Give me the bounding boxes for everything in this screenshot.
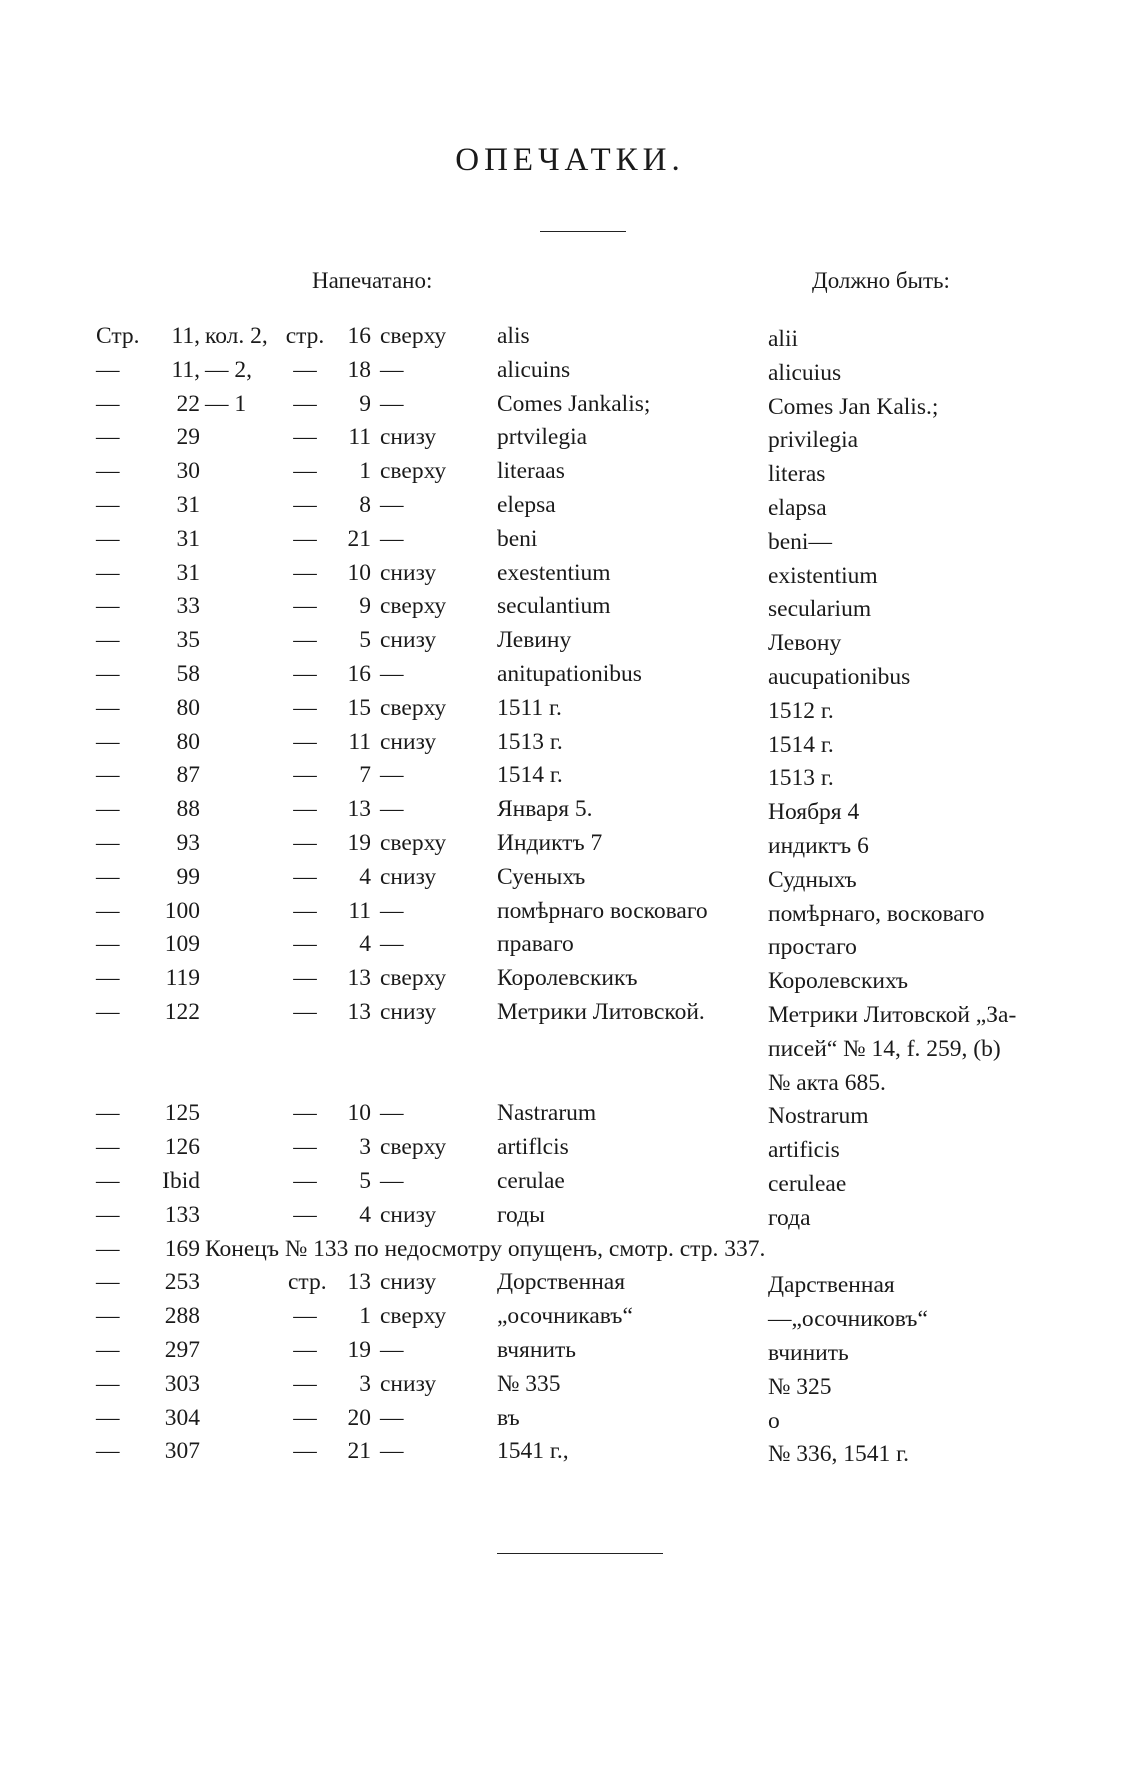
page-number: 119 [165, 965, 200, 992]
page-number: 304 [164, 1404, 200, 1431]
correct-text: 1514 г. [768, 731, 834, 758]
row-mark: — [96, 559, 120, 586]
header-correct: Должно быть: [812, 268, 950, 293]
correct-text: literas [768, 461, 826, 488]
line-label: — [293, 1100, 317, 1127]
page-number: 253 [164, 1269, 200, 1296]
printed-text: годы [497, 1201, 545, 1228]
printed-text: вчянить [497, 1336, 576, 1363]
line-position: сверху [380, 829, 447, 856]
page-number: 31 [176, 491, 200, 518]
printed-text: prtvilegia [497, 424, 588, 451]
line-number: 11 [348, 897, 371, 924]
page-title: ОПЕЧАТКИ. [455, 142, 685, 178]
line-number: 3 [359, 1370, 371, 1397]
line-position: — [380, 897, 404, 924]
line-position: сверху [380, 593, 447, 620]
line-position: — [380, 390, 404, 417]
row-mark: — [96, 1235, 120, 1262]
page-number: 133 [164, 1201, 200, 1228]
line-label: — [293, 1370, 317, 1397]
line-label: — [293, 491, 317, 518]
page-number: 11, [171, 356, 200, 383]
row-mark: — [96, 424, 120, 451]
correct-text: о [768, 1407, 780, 1434]
line-position: снизу [380, 998, 437, 1025]
page-number: 30 [176, 458, 200, 485]
errata-row [0, 492, 1140, 526]
line-position: снизу [380, 559, 437, 586]
errata-row [0, 864, 1140, 898]
line-number: 10 [347, 1100, 371, 1127]
printed-text: праваго [497, 931, 574, 958]
printed-text: Января 5. [497, 796, 593, 823]
line-label: — [293, 356, 317, 383]
line-label: — [293, 931, 317, 958]
correct-text: Левону [768, 630, 842, 657]
line-position: сверху [380, 694, 447, 721]
line-label: — [293, 593, 317, 620]
errata-row [0, 729, 1140, 763]
page-number: 307 [164, 1438, 200, 1465]
row-mark: — [96, 627, 120, 654]
line-position: — [380, 660, 404, 687]
page-number: 99 [176, 863, 200, 890]
page-number: Ibid [162, 1167, 200, 1194]
line-number: 9 [359, 390, 371, 417]
line-number: 11 [348, 728, 371, 755]
line-number: 21 [347, 1438, 371, 1465]
printed-text: alis [497, 323, 530, 349]
errata-row [0, 560, 1140, 594]
correct-text: ceruleae [768, 1170, 847, 1197]
line-number: 10 [347, 559, 371, 586]
row-mark: — [96, 660, 120, 687]
line-label: — [293, 829, 317, 856]
line-number: 19 [347, 829, 371, 856]
line-position: сверху [380, 1134, 447, 1161]
column-ref: — 1 [205, 390, 247, 417]
line-number: 18 [347, 356, 371, 383]
row-mark: Стр. [96, 323, 140, 349]
correct-text: secularium [768, 596, 872, 623]
page-number: 93 [176, 829, 200, 856]
correct-text: Nostrarum [768, 1103, 869, 1130]
line-position: — [380, 762, 404, 789]
row-mark: — [96, 694, 120, 721]
line-position: снизу [380, 424, 437, 451]
header-printed: Напечатано: [312, 268, 433, 293]
correct-text: 1513 г. [768, 765, 834, 792]
correct-text: Comes Jan Kalis.; [768, 393, 939, 420]
line-position: — [380, 1167, 404, 1194]
page-number: 126 [164, 1134, 200, 1161]
row-mark: — [96, 525, 120, 552]
errata-row [0, 965, 1140, 999]
line-label: — [293, 458, 317, 485]
errata-row [0, 1371, 1140, 1405]
row-mark: — [96, 593, 120, 620]
line-label: — [293, 762, 317, 789]
line-label: — [293, 1438, 317, 1465]
line-label: — [293, 1167, 317, 1194]
correct-text: № 336, 1541 г. [768, 1441, 910, 1468]
row-mark: — [96, 491, 120, 518]
page-number: 122 [164, 998, 200, 1025]
correct-text: Дарственная [768, 1272, 895, 1299]
line-label: — [293, 1201, 317, 1228]
correct-text: aucupationibus [768, 663, 911, 690]
page-number: 169 [164, 1235, 200, 1262]
line-number: 4 [359, 863, 371, 890]
line-number: 11 [348, 424, 371, 451]
page-number: 31 [176, 559, 200, 586]
printed-text: alicuins [497, 356, 571, 383]
line-position: снизу [380, 728, 437, 755]
line-number: 5 [359, 1167, 371, 1194]
correct-text: existentium [768, 562, 878, 589]
printed-text: въ [497, 1404, 520, 1431]
errata-row [0, 593, 1140, 627]
correct-text: alicuius [768, 359, 842, 386]
row-mark: — [96, 1370, 120, 1397]
line-label: — [293, 728, 317, 755]
page-number: 58 [176, 660, 200, 687]
correct-text: № 325 [768, 1373, 832, 1400]
line-position: — [380, 1336, 404, 1363]
line-label: — [293, 424, 317, 451]
page-number: 87 [176, 762, 200, 789]
errata-row [0, 458, 1140, 492]
printed-text: Королевскикъ [497, 965, 638, 992]
printed-text: Левину [497, 627, 572, 654]
correct-text: Королевскихъ [768, 968, 908, 995]
errata-row [0, 762, 1140, 796]
line-position: сверху [380, 1303, 447, 1330]
correct-text: beni— [768, 528, 832, 555]
row-mark: — [96, 762, 120, 789]
row-mark: — [96, 829, 120, 856]
line-position: сверху [380, 458, 447, 485]
printed-text: „осочникавъ“ [497, 1303, 633, 1330]
printed-text: literaas [497, 458, 565, 485]
line-position: — [380, 525, 404, 552]
line-label: стр. [285, 323, 325, 349]
page-number: 35 [176, 627, 200, 654]
printed-text: 1541 г., [497, 1438, 569, 1465]
line-label: — [293, 525, 317, 552]
errata-row [0, 796, 1140, 830]
line-position: снизу [380, 627, 437, 654]
line-label: — [293, 1336, 317, 1363]
line-number: 13 [347, 965, 371, 992]
row-mark: — [96, 1100, 120, 1127]
line-position: — [380, 1404, 404, 1431]
row-mark: — [96, 1201, 120, 1228]
page-number: 288 [164, 1303, 200, 1330]
line-position: сверху [380, 323, 447, 349]
correct-text: простаго [768, 934, 857, 961]
line-number: 15 [347, 694, 371, 721]
errata-row [0, 1303, 1140, 1337]
line-number: 1 [359, 1303, 371, 1330]
line-label: — [293, 1134, 317, 1161]
title-divider [540, 231, 626, 232]
printed-text: Nastrarum [497, 1100, 597, 1127]
line-number: 4 [359, 931, 371, 958]
line-number: 16 [347, 323, 371, 349]
row-mark: — [96, 796, 120, 823]
errata-row [0, 357, 1140, 391]
page-number: 31 [176, 525, 200, 552]
printed-text: № 335 [497, 1370, 561, 1397]
printed-text: Метрики Литовской. [497, 998, 705, 1025]
errata-row [0, 999, 1140, 1100]
line-label: — [293, 796, 317, 823]
errata-row [0, 1100, 1140, 1134]
errata-row [0, 661, 1140, 695]
printed-text: помѣрнаго восковаго [497, 897, 708, 924]
correct-text: Метрики Литовской „За- писей“ № 14, f. 259, (b) № акта 685. [768, 1001, 1017, 1096]
correct-text: 1512 г. [768, 697, 834, 724]
errata-row [0, 424, 1140, 458]
line-label: — [293, 694, 317, 721]
line-position: — [380, 931, 404, 958]
row-mark: — [96, 1303, 120, 1330]
line-number: 1 [359, 458, 371, 485]
printed-text: anitupationibus [497, 660, 642, 687]
printed-text: seculantium [497, 593, 611, 620]
errata-list [0, 323, 1140, 1472]
errata-row [0, 391, 1140, 425]
page-number: 303 [164, 1370, 200, 1397]
correct-text: Ноября 4 [768, 799, 860, 826]
page-number: 80 [176, 694, 200, 721]
line-number: 13 [347, 998, 371, 1025]
page-number: 109 [164, 931, 200, 958]
column-ref: — 2, [205, 356, 252, 383]
printed-text: Суеныхъ [497, 863, 586, 890]
printed-text: 1514 г. [497, 762, 563, 789]
page-number: 88 [176, 796, 200, 823]
line-number: 19 [347, 1336, 371, 1363]
correct-text: —„осочниковъ“ [768, 1306, 928, 1333]
correct-text: года [768, 1204, 811, 1231]
row-mark: — [96, 1404, 120, 1431]
errata-row [0, 323, 1140, 357]
printed-text: exestentium [497, 559, 611, 586]
line-label: — [293, 1303, 317, 1330]
page-number: 80 [176, 728, 200, 755]
errata-row [0, 1202, 1140, 1236]
bottom-divider [497, 1553, 663, 1554]
line-label: — [293, 1404, 317, 1431]
page-number: 125 [164, 1100, 200, 1127]
errata-row [0, 1269, 1140, 1303]
line-position: — [380, 1438, 404, 1465]
line-number: 7 [359, 762, 371, 789]
line-position: снизу [380, 863, 437, 890]
printed-text: Дорственная [497, 1269, 626, 1296]
errata-row [0, 627, 1140, 661]
errata-row [0, 1337, 1140, 1371]
row-mark: — [96, 1269, 120, 1296]
line-position: — [380, 1100, 404, 1127]
row-mark: — [96, 356, 120, 383]
errata-row [0, 931, 1140, 965]
line-number: 20 [347, 1404, 371, 1431]
errata-row [0, 1405, 1140, 1439]
line-label: стр. [288, 1269, 327, 1296]
line-number: 8 [359, 491, 371, 518]
row-mark: — [96, 965, 120, 992]
row-mark: — [96, 1167, 120, 1194]
row-mark: — [96, 998, 120, 1025]
errata-row [0, 1134, 1140, 1168]
row-mark: — [96, 728, 120, 755]
line-label: — [293, 660, 317, 687]
printed-text: elepsa [497, 491, 556, 518]
line-label: — [293, 559, 317, 586]
line-number: 5 [359, 627, 371, 654]
correct-text: alii [768, 326, 799, 352]
printed-text: cerulae [497, 1167, 565, 1194]
printed-text: beni [497, 525, 538, 552]
line-number: 16 [347, 660, 371, 687]
line-label: — [293, 863, 317, 890]
correct-text: elapsa [768, 494, 827, 521]
line-position: — [380, 796, 404, 823]
line-number: 9 [359, 593, 371, 620]
page-number: 22 [176, 390, 200, 417]
errata-row [0, 526, 1140, 560]
correct-text: privilegia [768, 427, 859, 454]
correct-text: индиктъ 6 [768, 832, 869, 859]
correct-text: artificis [768, 1137, 840, 1164]
printed-text: 1513 г. [497, 728, 563, 755]
line-position: — [380, 356, 404, 383]
line-label: — [293, 998, 317, 1025]
column-ref: кол. 2, [205, 323, 268, 349]
page-number: 11, [171, 323, 200, 349]
line-position: — [380, 491, 404, 518]
line-number: 3 [359, 1134, 371, 1161]
row-mark: — [96, 458, 120, 485]
page-number: 29 [176, 424, 200, 451]
row-mark: — [96, 897, 120, 924]
line-position: снизу [380, 1370, 437, 1397]
line-label: — [293, 897, 317, 924]
correct-text: вчинить [768, 1339, 849, 1366]
page-number: 297 [164, 1336, 200, 1363]
printed-text: Индиктъ 7 [497, 829, 603, 856]
errata-row [0, 1168, 1140, 1202]
line-position: снизу [380, 1269, 437, 1296]
line-number: 13 [347, 796, 371, 823]
row-mark: — [96, 863, 120, 890]
line-label: — [293, 627, 317, 654]
line-label: — [293, 965, 317, 992]
row-mark: — [96, 390, 120, 417]
errata-row [0, 695, 1140, 729]
row-mark: — [96, 1438, 120, 1465]
errata-note: Конецъ № 133 по недосмотру опущенъ, смотр. стр. 337. [205, 1235, 766, 1262]
page-number: 100 [164, 897, 200, 924]
page-number: 33 [176, 593, 200, 620]
printed-text: Comes Jankalis; [497, 390, 651, 417]
row-mark: — [96, 931, 120, 958]
printed-text: artiflcis [497, 1134, 569, 1161]
line-number: 13 [347, 1269, 371, 1296]
line-position: снизу [380, 1201, 437, 1228]
line-position: сверху [380, 965, 447, 992]
row-mark: — [96, 1134, 120, 1161]
printed-text: 1511 г. [497, 694, 562, 721]
line-number: 21 [347, 525, 371, 552]
line-number: 4 [359, 1201, 371, 1228]
row-mark: — [96, 1336, 120, 1363]
line-label: — [293, 390, 317, 417]
errata-row [0, 1438, 1140, 1472]
correct-text: помѣрнаго, восковаго [768, 900, 985, 927]
errata-row [0, 1236, 1140, 1270]
correct-text: Судныхъ [768, 866, 857, 893]
errata-row [0, 830, 1140, 864]
errata-row [0, 898, 1140, 932]
